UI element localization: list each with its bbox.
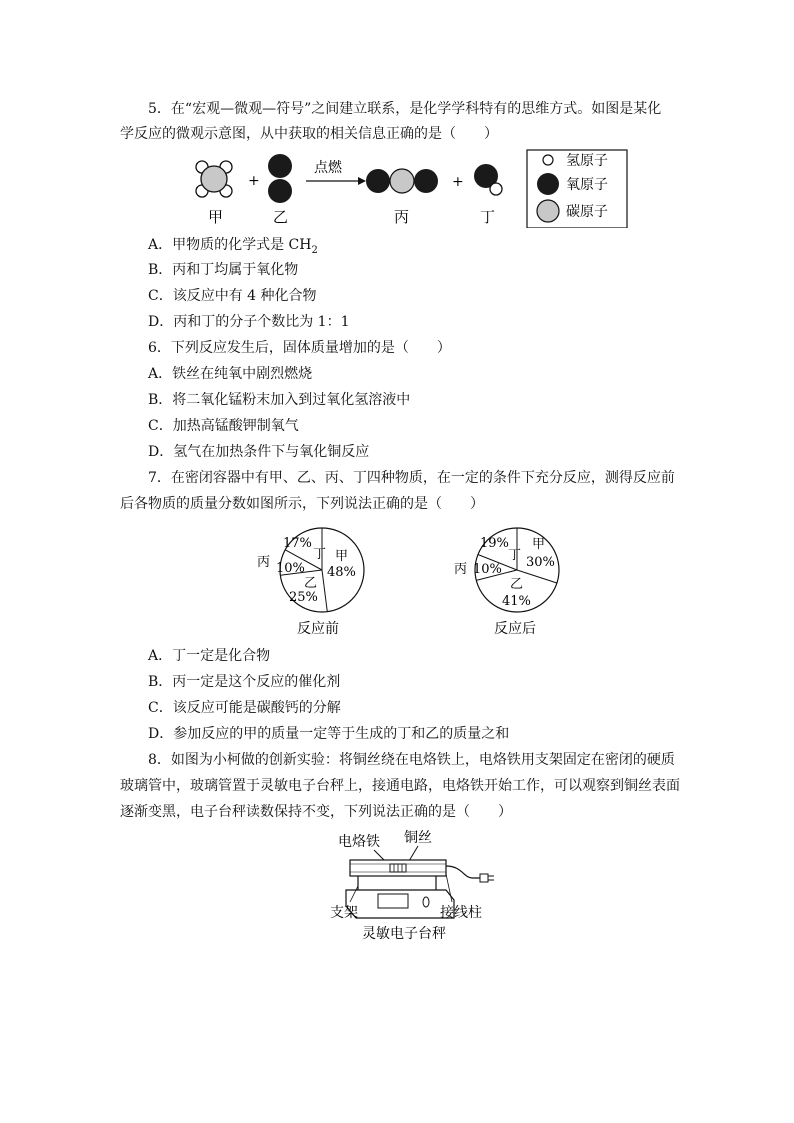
pie-after-label-bing-value: 10%: [473, 562, 502, 577]
hydrogen-atom: [490, 183, 502, 195]
label-copper-wire: 铜丝: [404, 830, 432, 846]
pie-chart-after: [452, 525, 572, 640]
pie-before-label-jia-value: 48%: [327, 565, 356, 580]
q7-option-d[interactable]: D．参加反应的甲的质量一定等于生成的丁和乙的质量之和: [148, 726, 510, 742]
q7-stem-line2: 后各物质的质量分数如图所示，下列说法正确的是（ ）: [120, 496, 484, 512]
q6-option-d[interactable]: D．氢气在加热条件下与氧化铜反应: [148, 444, 370, 460]
oxygen-atom: [414, 169, 438, 193]
pie-before-title: 反应前: [297, 621, 339, 637]
scale-display: [378, 894, 408, 908]
label-yi: 乙: [273, 208, 289, 226]
pie-after-label-yi-name: 乙: [510, 577, 524, 592]
legend-oxygen-icon: [537, 173, 559, 195]
q5-stem-line1: 5．在“宏观—微观—符号”之间建立联系，是化学学科特有的思维方式。如图是某化: [148, 101, 662, 117]
label-jia: 甲: [208, 208, 224, 226]
legend-hydrogen-icon: [543, 155, 553, 165]
pie-chart-before: [255, 525, 375, 640]
q6-stem: 6．下列反应发生后，固体质量增加的是（ ）: [148, 340, 451, 356]
pie-after-label-bing-name: 丙: [454, 562, 468, 577]
plus-sign-1: +: [248, 173, 260, 189]
legend-carbon-icon: [537, 200, 559, 222]
pie-before-label-yi-name: 乙: [304, 576, 318, 591]
q8-apparatus-diagram: [322, 826, 502, 946]
pie-after-label-jia-name: 甲: [532, 537, 546, 552]
q6-option-b[interactable]: B．将二氧化锰粉末加入到过氧化氢溶液中: [148, 392, 411, 408]
q5-molecule-diagram: [190, 148, 630, 228]
label-bing: 丙: [394, 208, 410, 226]
pie-before-label-jia-name: 甲: [335, 549, 349, 564]
pie-before-label-ding-value: 17%: [283, 536, 312, 551]
q5-option-a-subscript: 2: [311, 244, 318, 256]
pie-after-label-ding-value: 19%: [480, 536, 509, 551]
legend-hydrogen: 氢原子: [566, 153, 608, 169]
q5-option-c[interactable]: C．该反应中有 4 种化合物: [148, 288, 317, 304]
molecule-jia: [196, 161, 232, 197]
q7-option-b[interactable]: B．丙一定是这个反应的催化剂: [148, 674, 341, 690]
arrow-head-icon: [358, 177, 366, 185]
pie-after-title: 反应后: [494, 621, 536, 637]
q5-option-d[interactable]: D．丙和丁的分子个数比为 1：1: [148, 314, 350, 330]
pie-after-label-ding-name: 丁: [508, 548, 522, 563]
q5-option-b[interactable]: B．丙和丁均属于氧化物: [148, 262, 299, 278]
q8-stem-line3: 逐渐变黑，电子台秤读数保持不变，下列说法正确的是（ ）: [120, 804, 512, 820]
pie-before-label-bing-name: 丙: [257, 555, 271, 570]
plus-sign-2: +: [452, 174, 464, 190]
arrow-condition: 点燃: [314, 160, 342, 176]
label-scale: 灵敏电子台秤: [362, 926, 446, 942]
q7-option-a[interactable]: A．丁一定是化合物: [148, 648, 271, 664]
legend-oxygen: 氧原子: [566, 177, 608, 193]
pie-after-label-yi-value: 41%: [502, 594, 531, 609]
q5-option-a[interactable]: A．甲物质的化学式是 $CH_2$: [148, 237, 318, 256]
oxygen-atom: [268, 179, 292, 203]
oxygen-atom: [268, 154, 292, 178]
molecule-yi: [268, 154, 292, 203]
molecule-bing: [366, 169, 438, 193]
carbon-atom: [201, 166, 227, 192]
power-cord: [446, 866, 482, 878]
label-ding: 丁: [480, 208, 496, 226]
q7-stem-line1: 7．在密闭容器中有甲、乙、丙、丁四种物质，在一定的条件下充分反应，测得反应前: [148, 470, 675, 486]
plug-icon: [480, 874, 488, 882]
legend-carbon: 碳原子: [566, 204, 608, 220]
label-stand: 支架: [330, 905, 358, 921]
label-terminal: 接线柱: [440, 905, 482, 921]
label-soldering-iron: 电烙铁: [338, 834, 380, 850]
q7-option-c[interactable]: C．该反应可能是碳酸钙的分解: [148, 700, 341, 716]
carbon-atom: [390, 169, 414, 193]
pie-before-label-ding-name: 丁: [313, 547, 327, 562]
oxygen-atom: [366, 169, 390, 193]
scale-knob: [423, 897, 429, 907]
q6-option-a[interactable]: A．铁丝在纯氧中剧烈燃烧: [148, 366, 313, 382]
q5-stem-line2: 学反应的微观示意图，从中获取的相关信息正确的是（ ）: [120, 126, 498, 142]
q8-stem-line1: 8．如图为小柯做的创新实验：将铜丝绕在电烙铁上，电烙铁用支架固定在密闭的硬质: [148, 752, 675, 768]
pie-after-label-jia-value: 30%: [526, 555, 555, 570]
pie-before-label-yi-value: 25%: [289, 590, 318, 605]
q8-stem-line2: 玻璃管中，玻璃管置于灵敏电子台秤上，接通电路，电烙铁开始工作，可以观察到铜丝表面: [120, 778, 680, 794]
molecule-ding: [474, 164, 502, 195]
q6-option-c[interactable]: C．加热高锰酸钾制氧气: [148, 418, 299, 434]
pie-before-label-bing-value: 10%: [276, 561, 305, 576]
